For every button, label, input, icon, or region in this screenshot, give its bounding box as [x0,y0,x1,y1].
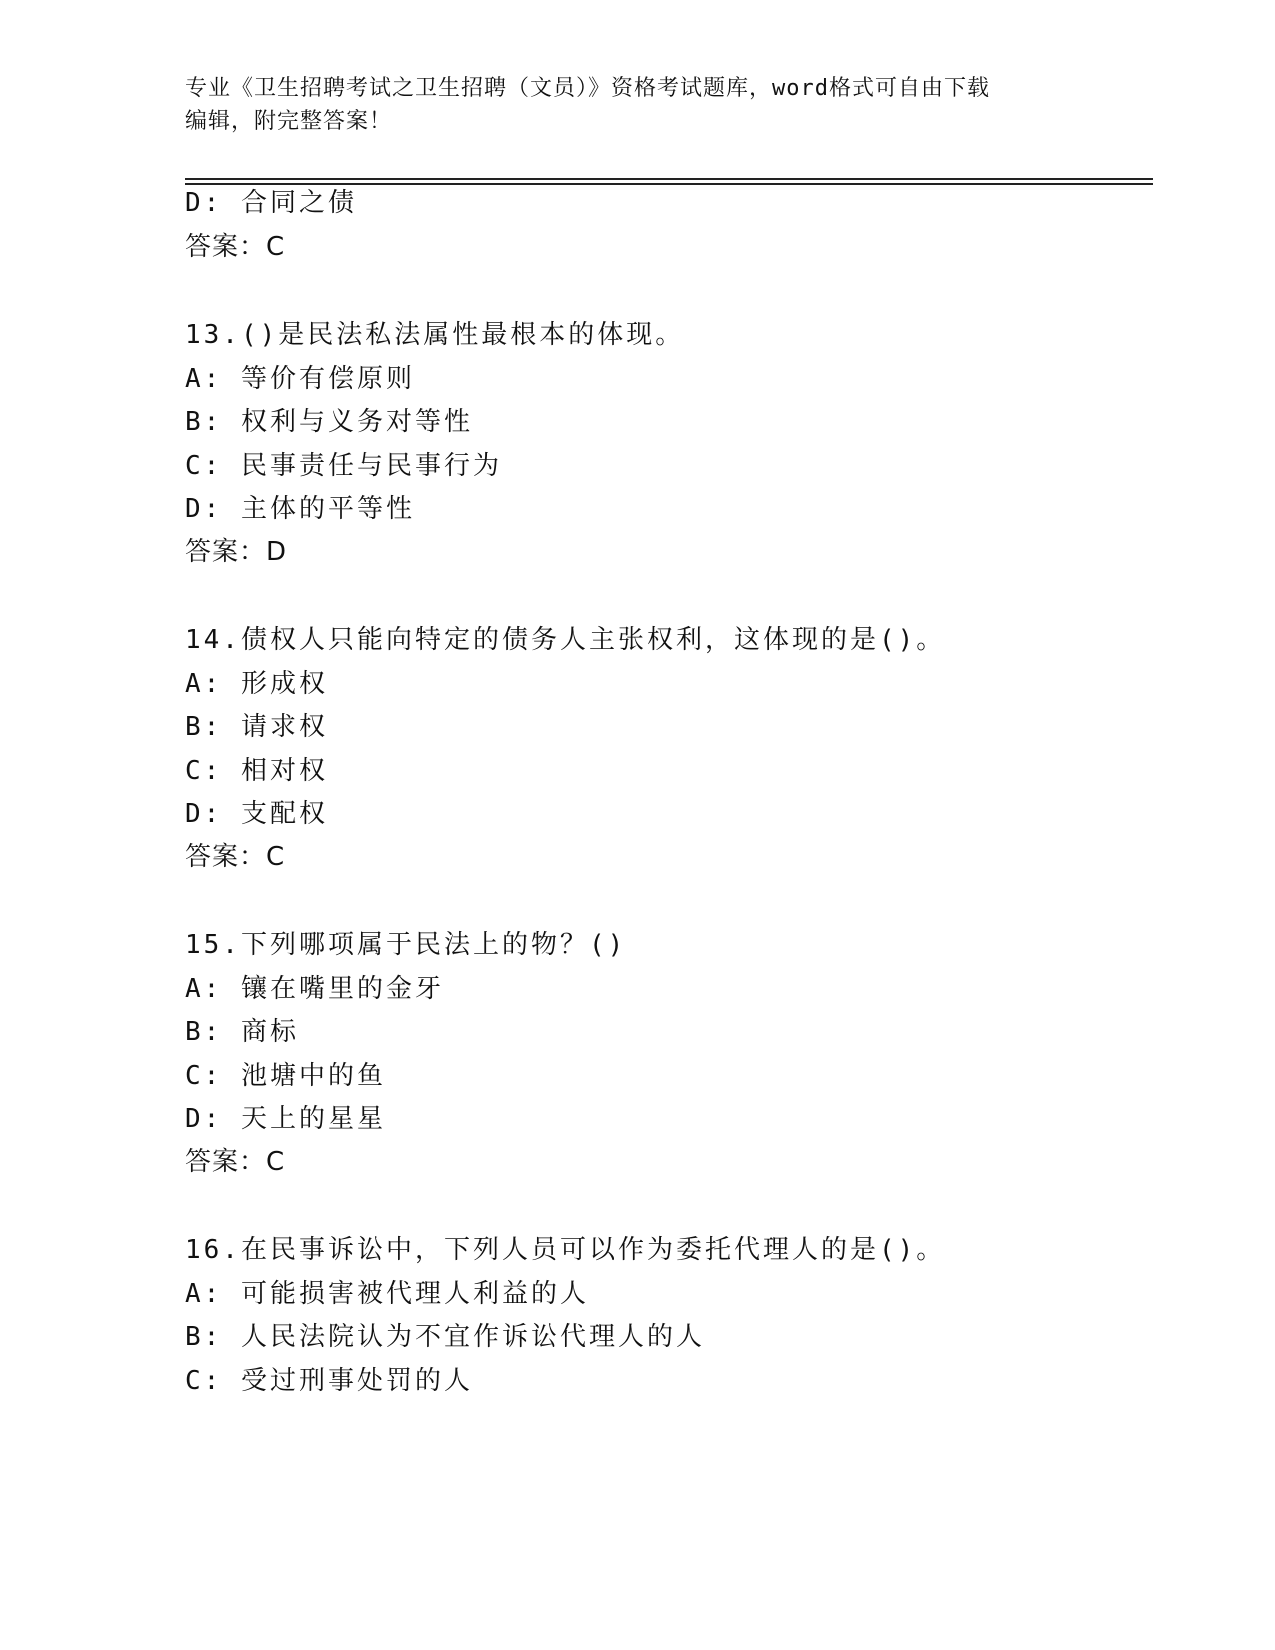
document-header [185,72,1065,138]
question-16-option-c: C: 受过刑事处罚的人 [185,1366,473,1396]
question-15-stem: 15.下列哪项属于民法上的物？() [185,930,627,960]
question-16-option-a: A: 可能损害被代理人利益的人 [185,1279,589,1309]
header-line-1: 专业《卫生招聘考试之卫生招聘（文员）》资格考试题库，word格式可自由下载 [185,76,990,101]
question-13-option-b: B: 权利与义务对等性 [185,407,473,437]
prev-answer: 答案：C [185,232,286,262]
question-14-answer: 答案：C [185,842,286,872]
question-15-option-b: B: 商标 [185,1017,299,1047]
question-14-option-c: C: 相对权 [185,756,328,786]
question-14-stem: 14.债权人只能向特定的债务人主张权利，这体现的是()。 [185,625,946,655]
question-15-option-a: A: 镶在嘴里的金牙 [185,974,444,1004]
question-14-option-b: B: 请求权 [185,712,328,742]
question-14-option-d: D: 支配权 [185,799,328,829]
question-13-option-d: D: 主体的平等性 [185,494,415,524]
header-divider-top [185,178,1153,180]
prev-option-d: D: 合同之债 [185,188,357,218]
question-13-answer: 答案：D [185,537,288,567]
question-15-option-c: C: 池塘中的鱼 [185,1061,386,1091]
question-15-option-d: D: 天上的星星 [185,1104,386,1134]
question-15-answer: 答案：C [185,1147,286,1177]
question-13-option-a: A: 等价有偿原则 [185,364,415,394]
question-16-stem: 16.在民事诉讼中，下列人员可以作为委托代理人的是()。 [185,1235,946,1265]
question-14-option-a: A: 形成权 [185,669,328,699]
question-13-stem: 13.()是民法私法属性最根本的体现。 [185,320,685,350]
question-16-option-b: B: 人民法院认为不宜作诉讼代理人的人 [185,1322,705,1352]
header-line-2: 编辑，附完整答案！ [185,109,393,134]
header-divider-bottom [185,183,1153,185]
question-13-option-c: C: 民事责任与民事行为 [185,451,502,481]
